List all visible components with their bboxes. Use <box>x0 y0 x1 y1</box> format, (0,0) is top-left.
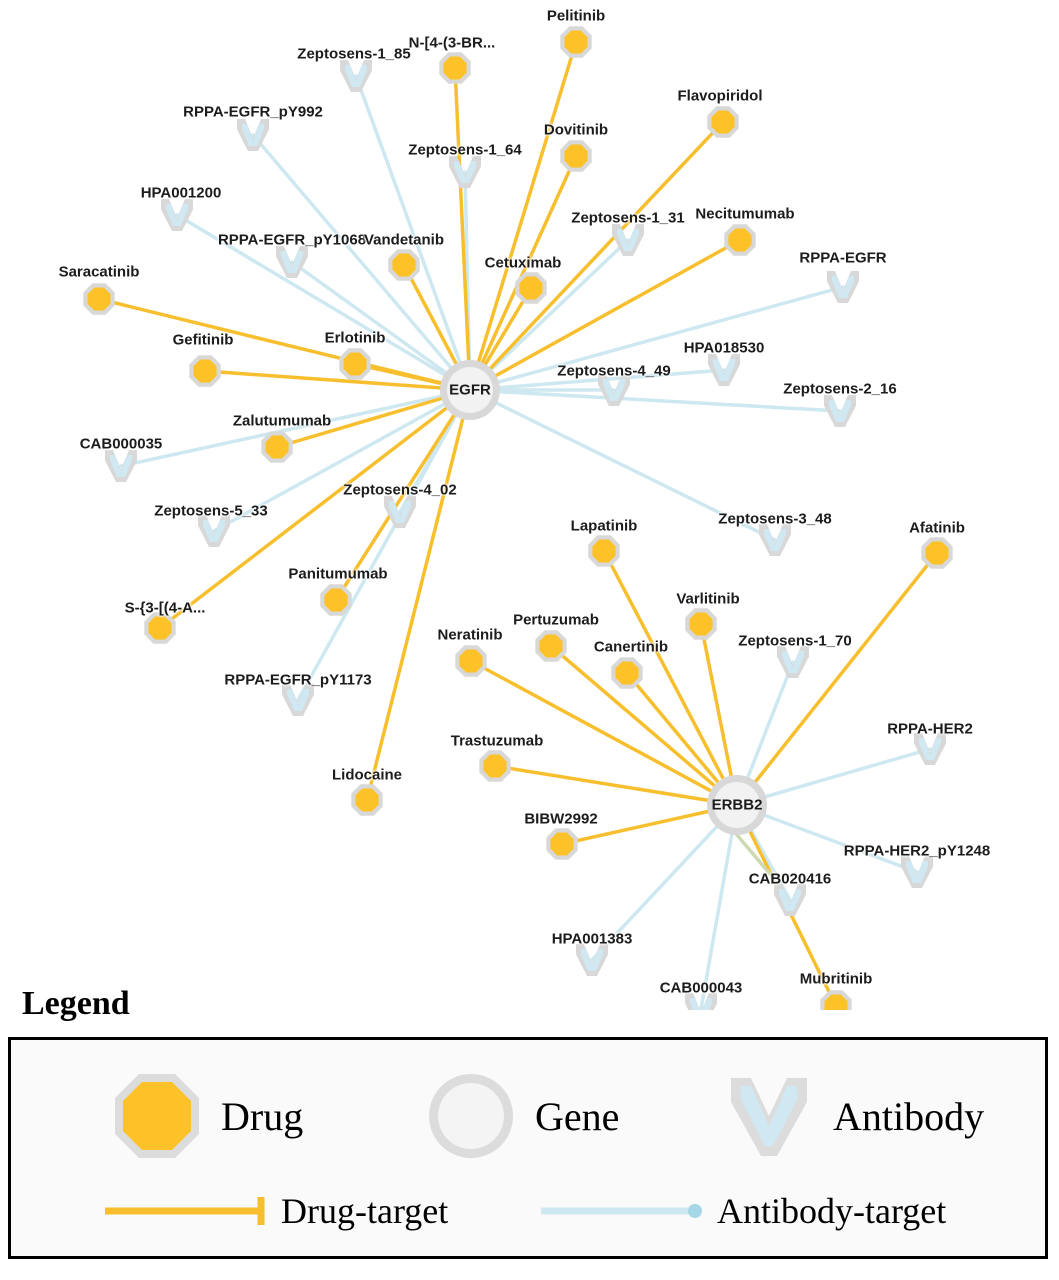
drug-node <box>455 645 486 676</box>
drug-node-label: Canertinib <box>593 638 669 656</box>
drug-node-label: Erlotinib <box>324 329 386 347</box>
drug-node <box>546 828 577 859</box>
drug-node <box>588 535 619 566</box>
antibody-node-label: RPPA-EGFR_pY1068 <box>217 231 367 249</box>
antibody-node-label: HPA001200 <box>140 184 222 202</box>
gene-node-label: EGFR <box>449 381 491 399</box>
antibody-node-label: Zeptosens-4_49 <box>557 362 671 380</box>
legend-box <box>8 1037 1048 1259</box>
antibody-node-label: CAB000035 <box>79 435 163 453</box>
antibody-node-label: Zeptosens-1_85 <box>297 45 411 63</box>
drug-node <box>611 657 642 688</box>
drug-node <box>144 612 175 643</box>
drug-node-label: Pelitinib <box>546 7 606 25</box>
antibody-node-label: Zeptosens-5_33 <box>154 502 268 520</box>
drug-node <box>560 140 591 171</box>
drug-node-label: S-{3-[(4-A... <box>124 599 206 617</box>
drug-node-label: N-[4-(3-BR... <box>408 34 496 52</box>
drug-node <box>388 249 419 280</box>
drug-node <box>189 355 220 386</box>
drug-node <box>515 272 546 303</box>
drug-node-label: Vandetanib <box>363 231 445 249</box>
drug-node-label: BIBW2992 <box>524 810 598 828</box>
drug-node-label: Neratinib <box>437 626 503 644</box>
antibody-node-label: CAB020416 <box>748 870 832 888</box>
antibody-node-label: Zeptosens-1_64 <box>408 141 522 159</box>
drug-node-label: Panitumumab <box>288 565 388 583</box>
drug-node <box>560 26 591 57</box>
legend-edge-row <box>11 1190 1045 1250</box>
legend-node-row <box>11 1068 1045 1168</box>
antibody-node-label: Zeptosens-2_16 <box>783 380 897 398</box>
antibody-node-label: HPA001383 <box>551 930 633 948</box>
antibody-chevron-icon <box>721 1068 817 1164</box>
drug-node-label: Saracatinib <box>58 263 140 281</box>
drug-node <box>351 784 382 815</box>
legend-item-drug <box>109 1068 303 1164</box>
drug-node-label: Trastuzumab <box>450 732 544 750</box>
antibody-node-label: Zeptosens-1_31 <box>571 209 685 227</box>
drug-node <box>707 106 738 137</box>
drug-node <box>320 584 351 615</box>
antibody-target-edge-icon <box>539 1191 707 1231</box>
legend-label-gene: Gene <box>535 1093 620 1139</box>
drug-node <box>261 431 292 462</box>
drug-node-label: Necitumumab <box>695 205 795 223</box>
drug-node-label: Flavopiridol <box>677 87 763 105</box>
antibody-node-label: RPPA-EGFR_pY992 <box>183 103 323 121</box>
legend <box>0 985 1059 1280</box>
legend-item-antibody-target <box>539 1190 946 1232</box>
antibody-node-label: CAB000043 <box>659 979 743 997</box>
gene-circle-icon <box>423 1068 519 1164</box>
antibody-node-label: RPPA-EGFR_pY1173 <box>224 671 372 689</box>
drug-target-edge-icon <box>103 1191 271 1231</box>
drug-node <box>339 348 370 379</box>
legend-item-drug-target <box>103 1190 448 1232</box>
antibody-node-label: Zeptosens-3_48 <box>718 510 832 528</box>
drug-node-label: Lidocaine <box>331 766 403 784</box>
legend-item-gene <box>423 1068 619 1164</box>
drug-node <box>921 537 952 568</box>
drug-node-label: Lapatinib <box>570 517 638 535</box>
drug-node <box>479 750 510 781</box>
drug-node-label: Gefitinib <box>172 331 234 349</box>
legend-label-antibody-target: Antibody-target <box>717 1191 947 1231</box>
drug-node-label: Afatinib <box>909 519 965 537</box>
drug-node-label: Varlitinib <box>676 590 740 608</box>
antibody-node-label: Zeptosens-1_70 <box>738 632 852 650</box>
legend-label-antibody: Antibody <box>833 1093 985 1139</box>
legend-label-drug: Drug <box>221 1093 304 1139</box>
drug-node-label: Pertuzumab <box>513 611 599 629</box>
legend-title: Legend <box>22 985 130 1022</box>
drug-node-label: Dovitinib <box>543 121 609 139</box>
drug-node <box>724 224 755 255</box>
drug-node <box>83 283 114 314</box>
legend-label-drug-target: Drug-target <box>281 1191 449 1231</box>
gene-node-label: ERBB2 <box>711 796 763 814</box>
antibody-node-label: RPPA-HER2 <box>887 720 973 738</box>
antibody-node-label: HPA018530 <box>683 339 765 357</box>
legend-item-antibody <box>721 1068 984 1164</box>
drug-octagon-icon <box>109 1068 205 1164</box>
drug-node-label: Mubritinib <box>799 970 873 988</box>
antibody-node-label: Zeptosens-4_02 <box>343 481 457 499</box>
antibody-node-label: RPPA-HER2_pY1248 <box>843 842 991 860</box>
drug-node <box>535 630 566 661</box>
antibody-node-label: RPPA-EGFR <box>799 249 887 267</box>
drug-node <box>685 608 716 639</box>
drug-node-label: Cetuximab <box>484 254 562 272</box>
drug-node-label: Zalutumumab <box>232 412 332 430</box>
drug-node <box>439 52 470 83</box>
